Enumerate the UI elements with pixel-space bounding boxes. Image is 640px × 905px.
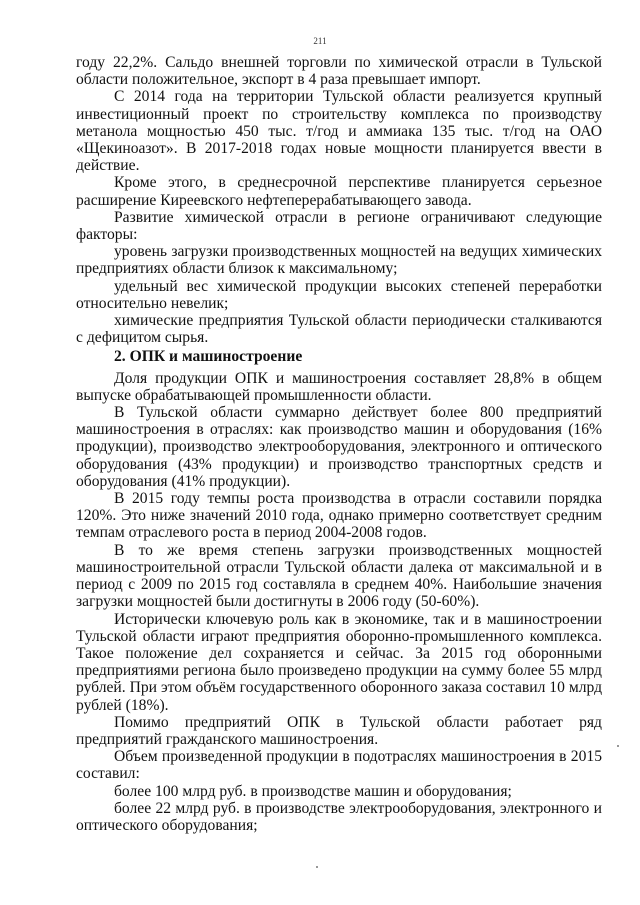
list-item: более 100 млрд руб. в производстве машин и оборудования; [114, 782, 512, 800]
paragraph: Развитие химической отрасли в регионе ограничивают следующие факторы: [76, 208, 602, 244]
list-item: удельный вес химической продукции высоких степеней переработки относительно невелик; [76, 277, 602, 312]
paragraph: году 22,2%. Сальдо внешней торговли по химической отрасли в Тульской области положительное, экспорт в 4 раза превышает импорт. [76, 54, 602, 89]
list-item: более 22 млрд руб. в производстве электрооборудования, электронного и оптического оборудования; [76, 799, 602, 834]
scan-speck [316, 866, 318, 868]
paragraph: Помимо предприятий ОПК в Тульской области работает ряд предприятий гражданского машиностроения. [76, 713, 602, 748]
paragraph: Исторически ключевую роль как в экономике, так и в машиностроении Тульской области играют предприятия оборонно-промышленного комплекса. Такое положение дел сохраняется и сейчас. За 2015 год оборонными предприятиями региона было произведено продукции на сумму более 55 млрд рублей. При этом объём государственного оборонного заказа составил 10 млрд рублей (18%). [76, 610, 602, 714]
list-item: уровень загрузки производственных мощностей на ведущих химических предприятиях области близок к максимальному; [76, 243, 602, 278]
page-number: 211 [313, 36, 327, 46]
scan-speck [617, 745, 619, 747]
paragraph: Доля продукции ОПК и машиностроения составляет 28,8% в общем выпуске обрабатывающей промышленности области. [76, 369, 602, 404]
paragraph: В 2015 году темпы роста производства в отрасли составили порядка 120%. Это ниже значений 2010 года, однако примерно соответствует средним темпам отраслевого роста в период 2004-2008 годов. [76, 490, 602, 542]
paragraph: С 2014 года на территории Тульской области реализуется крупный инвестиционный проект по строительству комплекса по производству метанола мощностью 450 тыс. т/год и аммиака 135 тыс. т/год на ОАО «Щекиноазот». В 2017-2018 годах новые мощности планируется ввести в действие. [76, 88, 602, 175]
list-item: химические предприятия Тульской области периодически сталкиваются с дефицитом сырья. [76, 312, 602, 347]
section-heading: 2. ОПК и машиностроение [114, 348, 303, 366]
paragraph: В Тульской области суммарно действует более 800 предприятий машиностроения в отраслях: как производство машин и оборудования (16% продукции), производство электрооборудования, электронного и оптического оборудования (43% продукции) и производство транспортных средств и оборудования (41% продукции). [76, 404, 602, 490]
paragraph: Объем произведенной продукции в подотраслях машиностроения в 2015 составил: [76, 748, 602, 783]
paragraph: Кроме этого, в среднесрочной перспективе планируется серьезное расширение Киреевского нефтеперерабатывающего завода. [76, 174, 602, 209]
paragraph: В то же время степень загрузки производственных мощностей машиностроительной отрасли Тульской области далека от максимальной и в период с 2009 по 2015 год составляла в среднем 40%. Наибольшие значения загрузки мощностей были достигнуты в 2006 году (50-60%). [76, 541, 602, 611]
document-body [76, 54, 602, 834]
